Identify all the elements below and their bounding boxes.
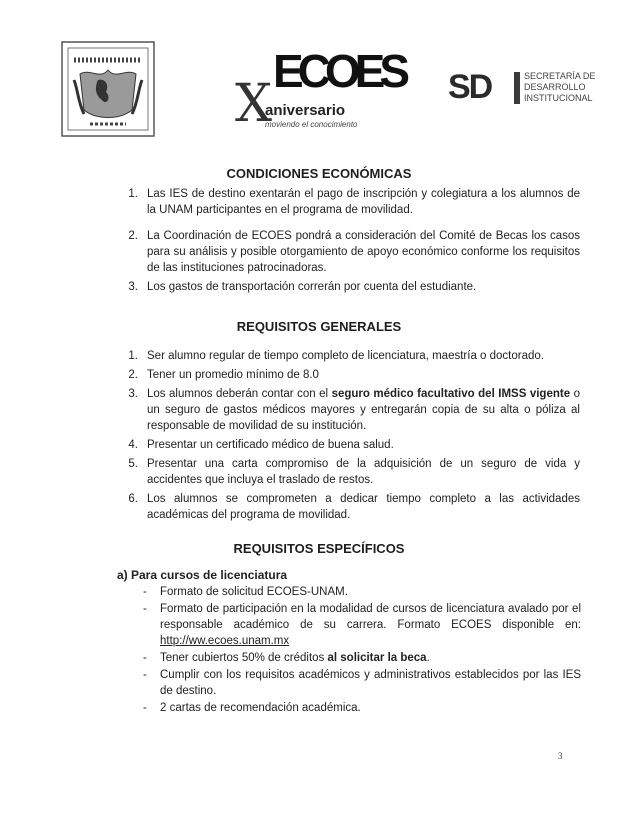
page-number: 3 [558,751,563,761]
list-item: 3. Los gastos de transportación correrán por cuenta del estudiante. [128,281,477,293]
sd-bar [514,72,520,104]
sd-text [524,71,595,104]
list-item: - Formato de solicitud ECOES-UNAM. [143,586,348,598]
heading-condiciones: CONDICIONES ECONÓMICAS [226,166,412,181]
list-condiciones [120,186,580,298]
ecoes-tagline: moviendo el conocimiento [265,120,358,129]
list-item: 5. Presentar una carta compromiso de la adquisición de un seguro de vida y accidentes que incluya el traslado de restos. [128,458,580,486]
heading-requisitos-generales: REQUISITOS GENERALES [236,319,402,334]
ecoes-anniversary: aniversario [265,102,346,119]
unam-seal-logo [60,40,156,138]
list-item: - Cumplir con los requisitos académicos y administrativos establecidos por las IES de destino. [143,669,581,697]
sd-line-3: INSTITUCIONAL [524,93,593,103]
list-item: 2. Tener un promedio mínimo de 8.0 [128,369,319,381]
ecoes-x: X [235,74,273,134]
list-item: 3. Los alumnos deberán contar con el seguro médico facultativo del IMSS vigente o un seguro de gastos médicos mayores y entregarán copia de su alta o póliza al responsable de movilidad de su institución. [128,388,580,432]
list-requisitos-generales [120,348,580,526]
sd-line-1: SECRETARÍA DE [524,71,596,81]
list-requisitos-especificos [143,584,581,717]
list-item: 2. La Coordinación de ECOES pondrá a consideración del Comité de Becas los casos para su análisis y posible otorgamiento de apoyo económico conforme los requisitos de las instituciones patrocinadoras. [128,230,580,274]
list-item: 1. Ser alumno regular de tiempo completo de licenciatura, maestría o doctorado. [128,350,544,362]
list-item: 4. Presentar un certificado médico de buena salud. [128,439,394,451]
list-item: - Formato de participación en la modalidad de cursos de licenciatura avalado por el responsable académico de su carrera. Formato ECOES disponible en: http://ww.ecoes.unam.mx [143,603,581,647]
list-item: 6. Los alumnos se comprometen a dedicar tiempo completo a las actividades académicas del programa de movilidad. [128,493,580,521]
heading-requisitos-especificos: REQUISITOS ESPECÍFICOS [233,541,405,556]
subheading-licenciatura: a) Para cursos de licenciatura [117,568,288,582]
ecoes-logo [235,40,405,136]
ecoes-letters: ECOES [273,45,405,97]
sd-line-2: DESARROLLO [524,82,586,92]
sdi-logo [448,68,608,108]
sd-mark: SD [448,68,492,106]
ecoes-url-link[interactable]: http://ww.ecoes.unam.mx [160,635,290,647]
list-item: - 2 cartas de recomendación académica. [143,702,361,714]
list-item: - Tener cubiertos 50% de créditos al solicitar la beca. [143,652,430,664]
list-item: 1. Las IES de destino exentarán el pago de inscripción y colegiatura a los alumnos de la UNAM participantes en el programa de movilidad. [128,188,580,216]
